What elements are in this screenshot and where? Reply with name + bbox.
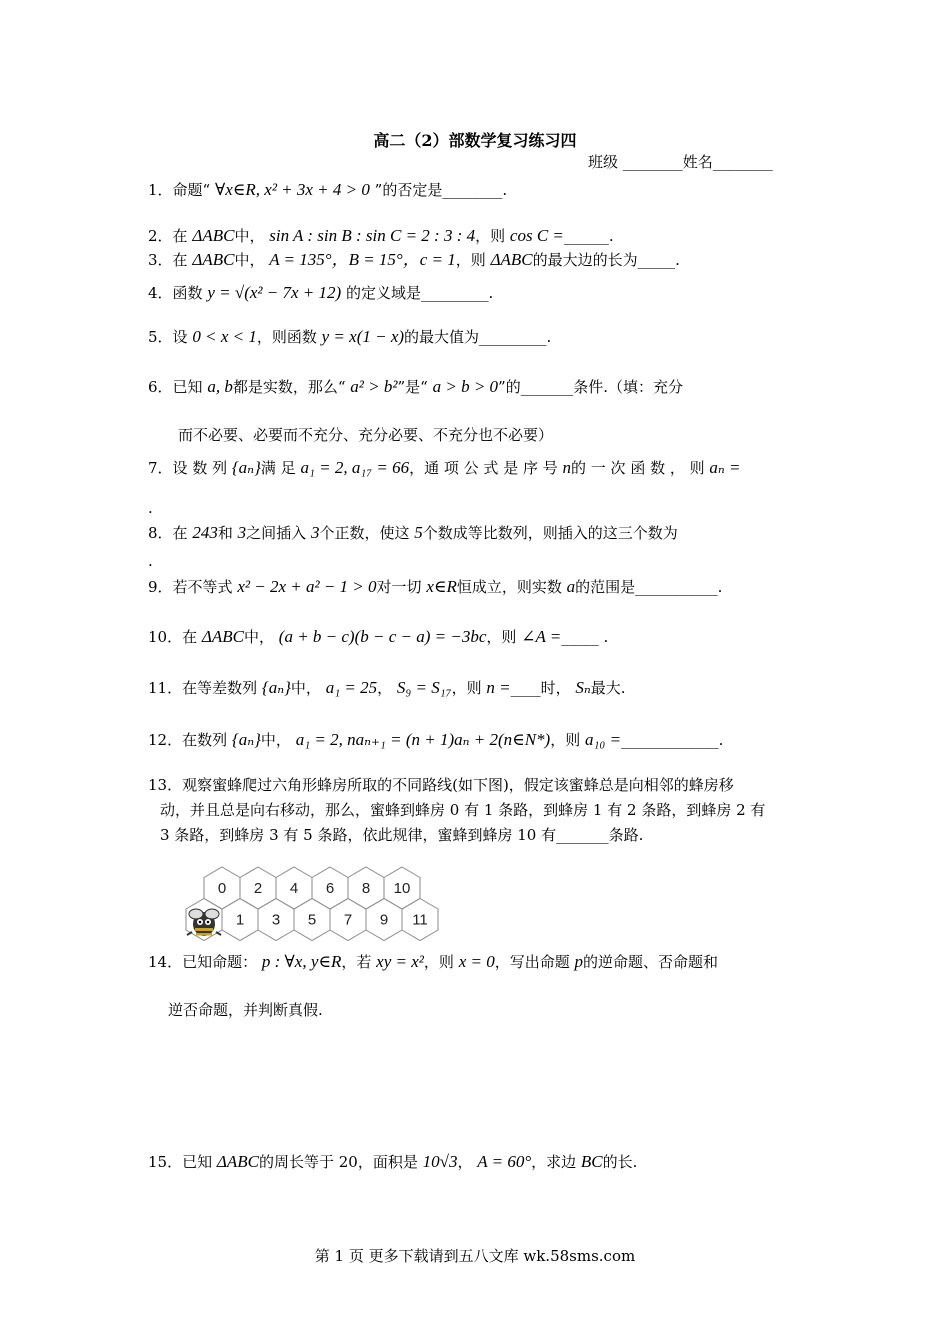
question-15: 15．已知 ΔABC的周长等于 20，面积是 10√3， A = 60°，求边 BC的长. xyxy=(148,1152,638,1171)
question-4: 4．函数 y = √(x² − 7x + 12) 的定义域是_________. xyxy=(148,283,494,302)
question-2: 2．在 ΔABC中， sin A : sin B : sin C = 2 : 3 : 4，则 cos C =______. xyxy=(148,226,614,245)
hex-label-top: 8 xyxy=(361,880,371,897)
question-3: 3．在 ΔABC中， A = 135°，B = 15°，c = 1，则 ΔABC的最大边的长为_____. xyxy=(148,250,680,269)
question-11: 11．在等差数列 {aₙ}中， a₁ = 25， S₉ = S₁₇，则 n =____时， Sₙ最大. xyxy=(148,678,626,697)
hex-label-bottom: 11 xyxy=(412,911,428,929)
question-12: 12．在数列 {aₙ}中， a₁ = 2, naₙ₊₁ = (n + 1)aₙ + 2(n∈N*)，则 a₁₀ =_____________. xyxy=(148,730,724,749)
hex-label-bottom: 5 xyxy=(307,911,317,929)
question-13-line-2: 动，并且总是向右移动，那么，蜜蜂到蜂房 0 有 1 条路，到蜂房 1 有 2 条路，到蜂房 2 有 xyxy=(160,801,766,819)
question-7-blank: . xyxy=(148,499,153,517)
class-name-line: 班级 ________姓名________ xyxy=(588,153,773,171)
hex-label-bottom: 9 xyxy=(379,911,389,929)
question-9: 9．若不等式 x² − 2x + a² − 1 > 0对一切 x∈R恒成立，则实数 a的范围是___________. xyxy=(148,577,723,596)
question-6-continued: 而不必要、必要而不充分、充分必要、不充分也不必要） xyxy=(178,426,554,444)
bee-icon xyxy=(184,902,224,942)
hex-label-bottom: 7 xyxy=(343,911,353,929)
hex-label-top: 10 xyxy=(393,880,411,897)
question-10: 10．在 ΔABC中， (a + b − c)(b − c − a) = −3bc，则 ∠A =_____ . xyxy=(148,627,609,646)
question-14: 14．已知命题： p : ∀x, y∈R，若 xy = x²，则 x = 0，写出命题 p的逆命题、否命题和 xyxy=(148,952,719,971)
question-7: 7．设 数 列 {aₙ}满 足 a₁ = 2, a₁₇ = 66，通 项 公 式 是 序 号 n的 一 次 函 数 ， 则 aₙ = xyxy=(148,458,741,477)
question-14-continued: 逆否命题，并判断真假. xyxy=(168,1001,323,1019)
question-8-blank: . xyxy=(148,552,153,570)
hex-label-top: 6 xyxy=(325,880,335,897)
question-6: 6．已知 a, b都是实数，那么“ a² > b²”是“ a > b > 0”的_______条件.（填：充分 xyxy=(148,377,683,396)
hex-label-top: 0 xyxy=(217,880,227,897)
question-1: 1．命题“ ∀x∈R, x² + 3x + 4 > 0 ”的否定是________. xyxy=(148,180,508,199)
page-title: 高二（2）部数学复习练习四 xyxy=(373,131,577,150)
hex-label-top: 4 xyxy=(289,880,299,897)
hex-label-bottom: 3 xyxy=(271,911,281,929)
hex-label-bottom: 1 xyxy=(235,911,245,929)
page-footer: 第 1 页 更多下载请到五八文库 wk.58sms.com xyxy=(314,1247,636,1265)
question-13-line-3: 3 条路，到蜂房 3 有 5 条路，依此规律，蜜蜂到蜂房 10 有_______条路. xyxy=(160,826,644,844)
question-5: 5．设 0 < x < 1，则函数 y = x(1 − x)的最大值为_________. xyxy=(148,327,552,346)
question-13: 13．观察蜜蜂爬过六角形蜂房所取的不同路线(如下图)，假定该蜜蜂总是向相邻的蜂房移 xyxy=(148,776,734,794)
hex-label-top: 2 xyxy=(253,880,263,897)
question-8: 8．在 243和 3之间插入 3个正数，使这 5个数成等比数列，则插入的这三个数为 xyxy=(148,523,678,542)
